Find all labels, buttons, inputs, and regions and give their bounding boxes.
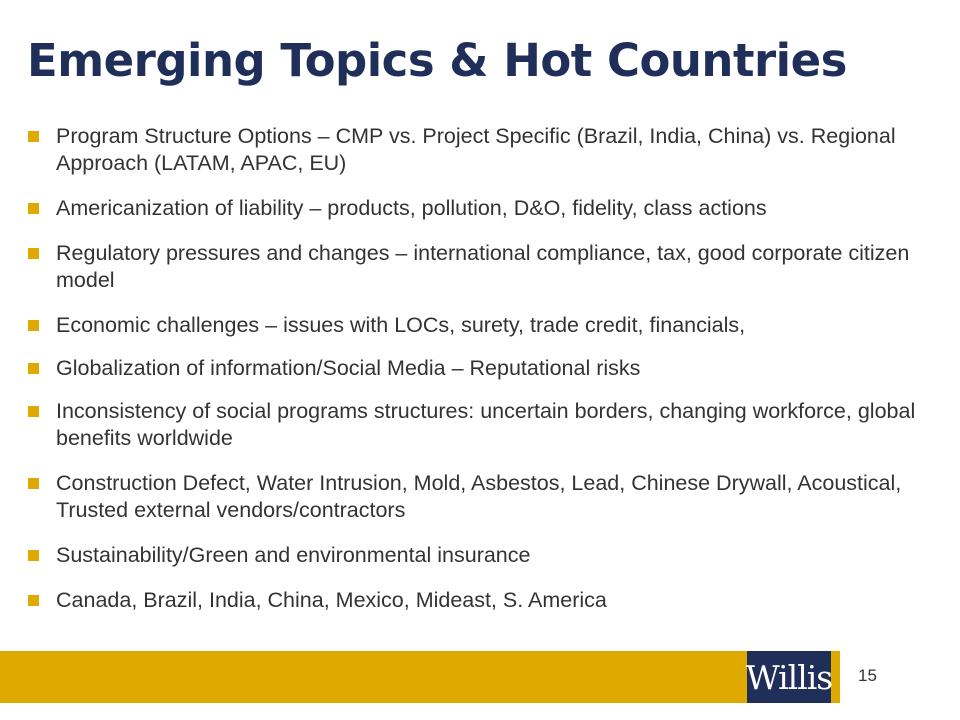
square-bullet-icon	[28, 478, 39, 489]
bullet-text: Canada, Brazil, India, China, Mexico, Mideast, S. America	[56, 588, 607, 612]
bullet-text: Construction Defect, Water Intrusion, Mold, Asbestos, Lead, Chinese Drywall, Acoustical, Trusted external vendors/contractors	[56, 471, 902, 522]
bullet-text: Program Structure Options – CMP vs. Project Specific (Brazil, India, China) vs. Regional Approach (LATAM, APAC, EU)	[56, 124, 896, 175]
willis-logo	[747, 651, 831, 703]
bullet-text: Regulatory pressures and changes – international compliance, tax, good corporate citizen model	[56, 241, 910, 292]
square-bullet-icon	[28, 406, 39, 417]
bullet-item	[28, 398, 928, 452]
bullet-item	[28, 312, 928, 339]
bullet-list	[28, 123, 928, 632]
square-bullet-icon	[28, 131, 39, 142]
bullet-item	[28, 195, 928, 222]
bullet-item	[28, 470, 928, 524]
footer-bar	[0, 651, 840, 703]
page-number: 15	[858, 666, 877, 685]
square-bullet-icon	[28, 363, 39, 374]
slide-title: Emerging Topics & Hot Countries	[27, 34, 847, 87]
bullet-item	[28, 240, 928, 294]
bullet-item	[28, 355, 928, 382]
square-bullet-icon	[28, 203, 39, 214]
bullet-item	[28, 123, 928, 177]
bullet-item	[28, 542, 928, 569]
square-bullet-icon	[28, 320, 39, 331]
square-bullet-icon	[28, 248, 39, 259]
square-bullet-icon	[28, 595, 39, 606]
bullet-item	[28, 587, 928, 614]
square-bullet-icon	[28, 550, 39, 561]
bullet-text: Americanization of liability – products, pollution, D&O, fidelity, class actions	[56, 196, 767, 220]
logo-text: Willis	[745, 657, 833, 697]
bullet-text: Economic challenges – issues with LOCs, surety, trade credit, financials,	[56, 313, 746, 337]
bullet-text: Globalization of information/Social Media – Reputational risks	[56, 356, 641, 380]
bullet-text: Sustainability/Green and environmental insurance	[56, 543, 531, 567]
bullet-text: Inconsistency of social programs structures: uncertain borders, changing workforce, global benefits worldwide	[56, 399, 916, 450]
